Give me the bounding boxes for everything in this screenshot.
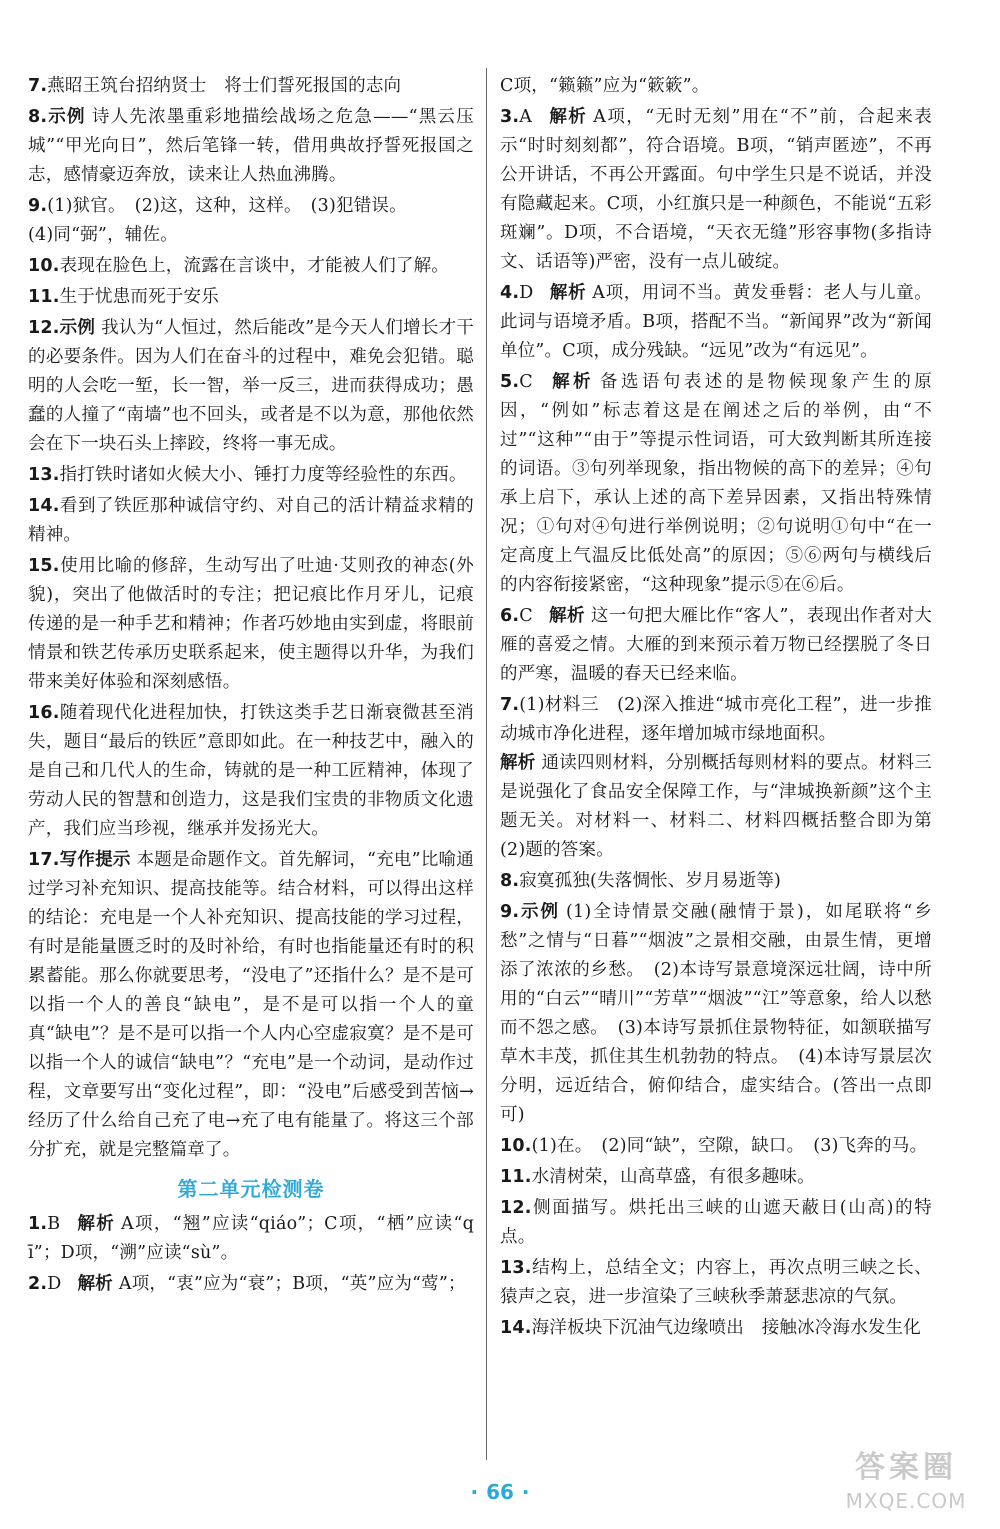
answer-number: 14.: [500, 1318, 532, 1338]
answer-keyword: 示例: [519, 902, 561, 922]
answer-option: A: [519, 107, 533, 127]
watermark-url: MXQE.COM: [845, 1489, 967, 1513]
answer-number: 14.: [28, 496, 60, 516]
answer-number: 15.: [28, 556, 60, 576]
answer-item: [500, 279, 932, 366]
answer-number: 9.: [500, 902, 520, 922]
answer-number: 5.: [500, 372, 520, 392]
answer-item: [28, 1210, 474, 1268]
answer-number: 12.: [500, 1198, 532, 1218]
answer-option: B: [47, 1214, 61, 1234]
answer-subline: (4)同“弼”，辅佐。: [28, 225, 178, 245]
answer-item: [500, 72, 932, 101]
answer-continuation: C项，“籁籁”应为“簌簌”。: [500, 76, 710, 96]
answer-text: 寂寞孤独(失落惆怅、岁月易逝等): [519, 871, 782, 891]
answer-item: [28, 314, 474, 459]
answer-number: 3.: [500, 107, 520, 127]
answer-text: (1)狱官。 (2)这，这种，这样。 (3)犯错误。: [47, 196, 407, 216]
answer-text: 生于忧患而死于安乐: [59, 287, 219, 307]
answer-number: 10.: [28, 256, 60, 276]
answer-item: [28, 846, 474, 1165]
answer-text: A项，“翘”应读“qiáo”；C项，“栖”应读“qī”；D项，“溯”应读“sù”。: [28, 1214, 474, 1263]
answer-keyword: 解析: [549, 283, 587, 303]
answer-item: [500, 1254, 932, 1312]
page-dot-right: ·: [521, 1480, 530, 1504]
answer-text: A项，用词不当。黄发垂髫：老人与儿童。此词与语境矛盾。B项，搭配不当。“新闻界”改为“新闻单位”。C项，成分残缺。“远见”改为“有远见”。: [500, 283, 933, 361]
answer-number: 8.: [500, 871, 520, 891]
answer-number: 7.: [500, 695, 520, 715]
answer-text: (1)全诗情景交融(融情于景)，如尾联将“乡愁”之情与“日暮”“烟波”之景相交融，由景生情，更增添了浓浓的乡愁。 (2)本诗写景意境深远壮阔，诗中所用的“白云”“晴川”“芳草”“烟波”“江”等意象，给人以愁而不怨之感。 (3)本诗写景抓住景物特征，如颔联描写草木丰茂，抓住其生机勃勃的特点。 (4)本诗写景层次分明，远近结合，俯仰结合，虚实结合。(答出一点即可): [500, 902, 932, 1125]
answer-number: 9.: [28, 196, 48, 216]
answer-number: 12.: [28, 318, 60, 338]
answer-text: 看到了铁匠那种诚信守约、对自己的活计精益求精的精神。: [28, 496, 474, 545]
answer-option: D: [47, 1274, 62, 1294]
watermark-logo: [826, 1447, 986, 1521]
answer-keyword: 解析: [76, 1214, 116, 1234]
answer-number: 10.: [500, 1136, 532, 1156]
answer-number: 16.: [28, 703, 60, 723]
top-edge: [0, 0, 1000, 14]
column-divider: [486, 68, 487, 1460]
answer-number: 6.: [500, 606, 520, 626]
answer-text: 水清树荣，山高草盛，有很多趣味。: [531, 1167, 815, 1187]
answer-item: [500, 1163, 932, 1192]
answer-number: 11.: [500, 1167, 532, 1187]
answer-text: 我认为“人恒过，然后能改”是今天人们增长才干的必要条件。因为人们在奋斗的过程中，难免会犯错。聪明的人会吃一堑，长一智，举一反三，进而获得成功；愚蠢的人撞了“南墙”也不回头，或者是不以为意，那他依然会在下一块石头上摔跤，终将一事无成。: [28, 318, 475, 454]
answer-item: [28, 192, 474, 250]
answer-item: [28, 283, 474, 312]
answer-keyword: 示例: [47, 107, 86, 127]
answer-item: [28, 492, 474, 550]
answer-number: 17.: [28, 850, 60, 870]
answer-item: [28, 1270, 474, 1299]
analysis-paragraph: [500, 749, 932, 865]
answer-text: 随着现代化进程加快，打铁这类手艺日渐衰微甚至消失，题目“最后的铁匠”意即如此。在一种技艺中，融入的是自己和几代人的生命，铸就的是一种工匠精神，体现了劳动人民的智慧和创造力，这是我们宝贵的非物质文化遗产，我们应当珍视，继承并发扬光大。: [28, 703, 474, 839]
answer-item: [28, 461, 474, 490]
answer-text: 海洋板块下沉油气边缘喷出 接触冰冷海水发生化: [531, 1318, 922, 1338]
answer-item: [500, 602, 932, 689]
answer-item: [500, 368, 932, 600]
answer-item: [500, 1132, 932, 1161]
answer-item: [28, 699, 474, 844]
answer-item: [500, 898, 932, 1130]
answer-text: 本题是命题作文。首先解词，“充电”比喻通过学习补充知识、提高技能等。结合材料，可以得出这样的结论：充电是一个人补充知识、提高技能的学习过程，有时是能量匮乏时的及时补给，有时也指能量还有时的积累蓄能。那么你就要思考，“没电了”还指什么？是不是可以指一个人的善良“缺电”，是不是可以指一个人的童真“缺电”？是不是可以指一个人内心空虚寂寞？是不是可以指一个人的诚信“缺电”？“充电”是一个动词，是动作过程，文章要写出“变化过程”，即：“没电”后感受到苦恼→经历了什么给自己充了电→充了电有能量了。将这三个部分扩充，就是完整篇章了。: [28, 850, 474, 1160]
answer-item: [28, 552, 474, 697]
answer-text: 这一句把大雁比作“客人”，表现出作者对大雁的喜爱之情。大雁的到来预示着万物已经摆脱了冬日的严寒，温暖的春天已经来临。: [500, 606, 932, 684]
answer-option: C: [519, 606, 533, 626]
answer-keyword: 解析: [77, 1274, 113, 1294]
page-number-value: 66: [486, 1480, 514, 1504]
answer-option: D: [519, 283, 534, 303]
answer-item: [28, 103, 474, 190]
answer-text: 诗人先浓墨重彩地描绘战场之危急——“黑云压城”“甲光向日”，然后笔锋一转，借用典故抒誓死报国之志，感情豪迈奔放，读来让人热血沸腾。: [28, 107, 474, 185]
answer-number: 11.: [28, 287, 60, 307]
answer-number: 13.: [500, 1258, 532, 1278]
left-column: [28, 72, 474, 1301]
answer-keyword: 示例: [59, 318, 96, 338]
answer-number: 13.: [28, 465, 60, 485]
answer-item: [500, 867, 932, 896]
answer-item: [500, 1194, 932, 1252]
answer-text: A项，“衷”应为“衰”；B项，“英”应为“莺”；: [118, 1274, 466, 1294]
answer-number: 1.: [28, 1214, 48, 1234]
answer-item: [28, 252, 474, 281]
answer-item: [500, 1314, 932, 1343]
answer-text: 侧面描写。烘托出三峡的山遮天蔽日(山高)的特点。: [500, 1198, 932, 1247]
answer-item: [28, 72, 474, 101]
answer-number: 4.: [500, 283, 520, 303]
answer-keyword: 解析: [548, 107, 588, 127]
answer-text: 表现在脸色上，流露在言谈中，才能被人们了解。: [59, 256, 450, 276]
answer-text: (1)在。 (2)同“缺”，空隙，缺口。 (3)飞奔的马。: [531, 1136, 928, 1156]
answer-item: [500, 691, 932, 865]
answer-keyword: 解析: [548, 606, 585, 626]
answer-number: 8.: [28, 107, 48, 127]
answer-keyword: 解析: [548, 372, 594, 392]
answer-text: 备选语句表述的是物候现象产生的原因，“例如”标志着这是在阐述之后的举例，由“不过”“这种”“由于”等提示性词语，可大致判断其所连接的词语。③句列举现象，指出物候的高下的差异；④句承上启下，承认上述的高下差异因素，又指出特殊情况；①句对④句进行举例说明；②句说明①句中“在一定高度上气温反比低处高”的原因；⑤⑥两句与横线后的内容衔接紧密，“这种现象”提示⑤在⑥后。: [500, 372, 933, 595]
answer-keyword: 写作提示: [59, 850, 131, 870]
right-column: [500, 72, 932, 1345]
answer-text: 指打铁时诸如火候大小、锤打力度等经验性的东西。: [59, 465, 467, 485]
answer-number: 7.: [28, 76, 48, 96]
analysis-text: 通读四则材料，分别概括每则材料的要点。材料三是说强化了食品安全保障工作，与“津城换新颜”这个主题无关。对材料一、材料二、材料四概括整合即为第(2)题的答案。: [500, 753, 932, 860]
answer-text: 使用比喻的修辞，生动写出了吐迪·艾则孜的神态(外貌)，突出了他做活时的专注；把记痕比作月牙儿，记痕传递的是一种手艺和精神；作者巧妙地由实到虚，将眼前情景和铁艺传承历史联系起来，使主题得以升华，为我们带来美好体验和深刻感悟。: [28, 556, 474, 692]
watermark-text: 答案圈: [855, 1450, 957, 1485]
analysis-keyword: 解析: [500, 753, 536, 773]
answer-number: 2.: [28, 1274, 48, 1294]
answer-item: [500, 103, 932, 277]
answer-text: 结构上，总结全文；内容上，再次点明三峡之长、猿声之哀，进一步渲染了三峡秋季萧瑟悲凉的气氛。: [500, 1258, 932, 1307]
section-title: 第二单元检测卷: [177, 1177, 325, 1201]
answer-text: 燕昭王筑台招纳贤士 将士们誓死报国的志向: [47, 76, 402, 96]
answer-option: C: [519, 372, 533, 392]
answer-text: (1)材料三 (2)深入推进“城市亮化工程”，进一步推动城市净化进程，逐年增加城市绿地面积。: [500, 695, 932, 744]
answer-text: A项，“无时无刻”用在“不”前，合起来表示“时时刻刻都”，符合语境。B项，“销声匿迹”，不再公开讲话，不再公开露面。句中学生只是不说话，并没有隐藏起来。C项，小红旗只是一种颜色，不能说“五彩斑斓”。D项，不合语境，“天衣无缝”形容事物(多指诗文、话语等)严密，没有一点儿破绽。: [500, 107, 932, 272]
page-dot-left: ·: [470, 1480, 479, 1504]
